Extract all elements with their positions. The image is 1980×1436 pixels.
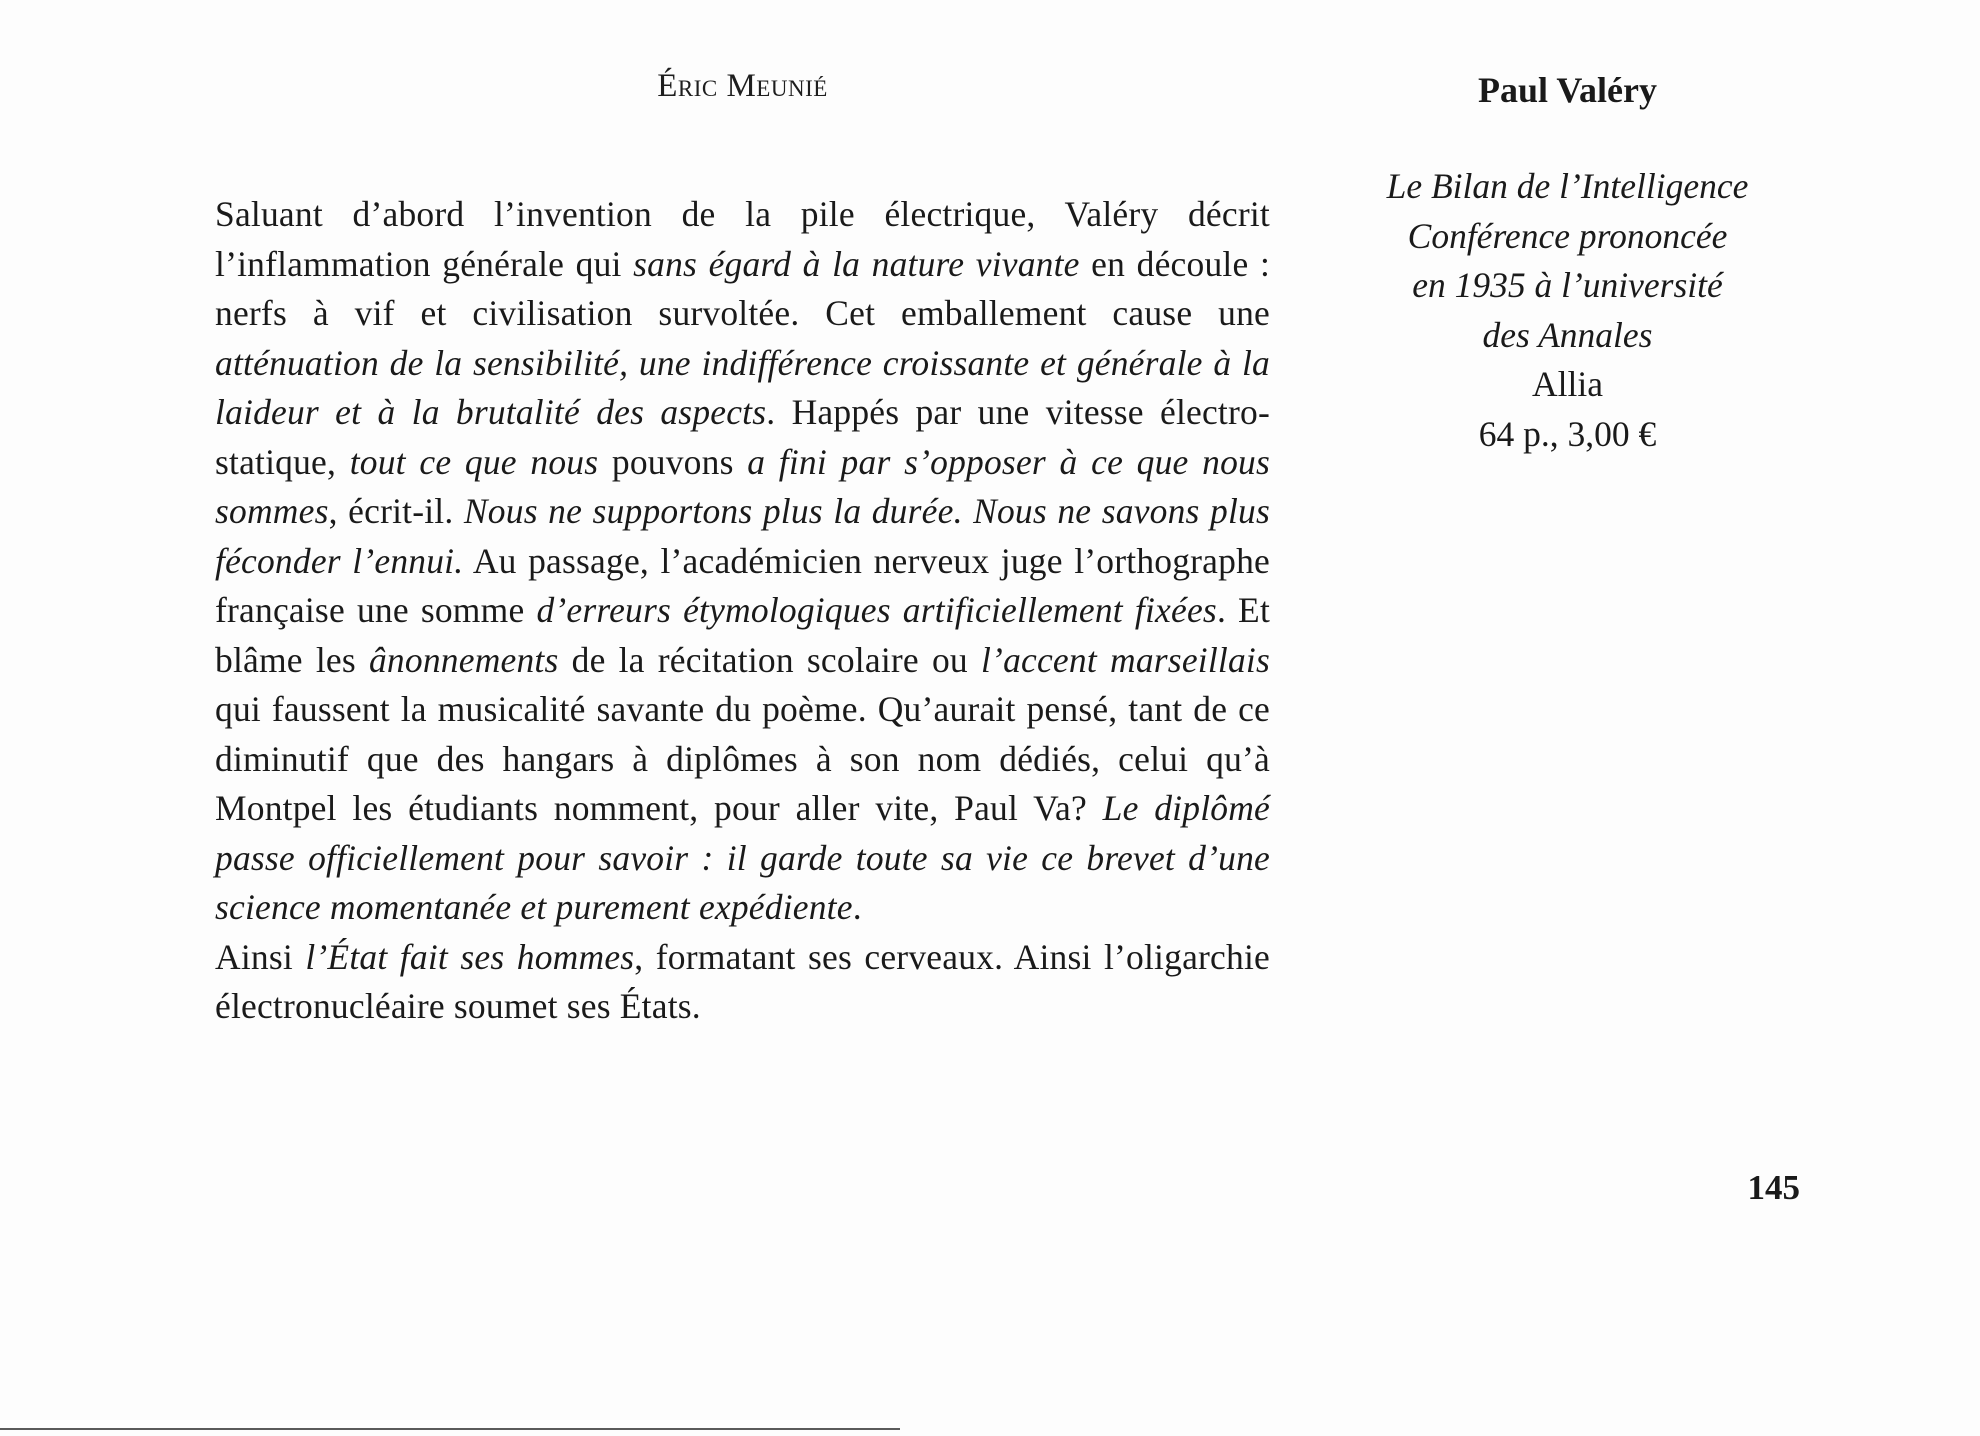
text-run: . Et blâme les [215, 590, 1271, 680]
reference-title-line-1: Le Bilan de l’Intelligence [1386, 166, 1749, 206]
running-header: Éric Meunié [657, 68, 828, 104]
paragraph-1 [215, 190, 1270, 933]
italic-phrase: ânonnements [368, 639, 559, 680]
text-run: pouvons [598, 441, 748, 482]
text-run: de la récitation scolaire ou [558, 639, 981, 680]
reference-title-line-4: des Annales [1482, 314, 1653, 355]
italic-phrase: d’erreurs étymologiques artificiellement fixées [536, 590, 1217, 630]
italic-phrase: tout ce que nous [349, 441, 599, 482]
book-reference [1330, 68, 1805, 459]
text-run: . Happés par une vitesse électro-statique, [215, 392, 1270, 482]
bottom-rule [0, 1428, 900, 1430]
text-run: . [852, 887, 862, 927]
text-run: , écrit-il. [328, 491, 464, 531]
italic-phrase: Le diplômé passe officiellement pour savoir : il garde toute sa vie ce brevet d’une science momentanée et purement expédiente [215, 788, 1271, 927]
italic-phrase: sans égard à la nature vivante [633, 243, 1080, 284]
text-run: Ainsi [215, 936, 306, 977]
text-run: , formatant ses cerveaux. Ainsi l’oligarchie électronucléaire soumet ses États. [215, 936, 1270, 1026]
italic-phrase: atténuation de la sensibilité, une indifférence croissante et générale à la laideur et à la brutalité des aspects [215, 342, 1270, 432]
text-run: qui faussent la musicalité savante du poème. Qu’aurait pensé, tant de ce diminutif que des hangars à diplômes à son nom dédiés, celui qu’à Montpel les étudiants nomment, pour aller vite, Paul Va? [215, 689, 1270, 828]
reference-details: 64 p., 3,00 € [1478, 413, 1657, 454]
reference-title-line-3: en 1935 à l’université [1412, 265, 1723, 305]
paragraph-2 [215, 933, 1270, 1032]
italic-phrase: a fini par s’opposer à ce que nous sommes [215, 441, 1270, 531]
reference-title-line-2: Conférence prononcée [1407, 215, 1728, 256]
text-run: Saluant d’abord l’invention de la pile électrique, Valéry décrit l’inflammation générale qui [215, 194, 1270, 284]
article-body [215, 190, 1270, 1032]
page-number: 145 [1747, 1168, 1800, 1207]
reference-author: Paul Valéry [1477, 70, 1657, 110]
text-run: Au passage, l’académicien nerveux juge l’orthographe française une somme [215, 540, 1270, 630]
italic-phrase: Nous ne supportons plus la durée. Nous ne savons plus féconder l’ennui. [215, 491, 1271, 581]
text-run: en découle : nerfs à vif et civilisation survoltée. Cet emballement cause une [215, 243, 1271, 333]
italic-phrase: l’État fait ses hommes [305, 936, 635, 977]
italic-phrase: l’accent marseillais [980, 639, 1270, 680]
reference-publisher: Allia [1532, 364, 1603, 404]
